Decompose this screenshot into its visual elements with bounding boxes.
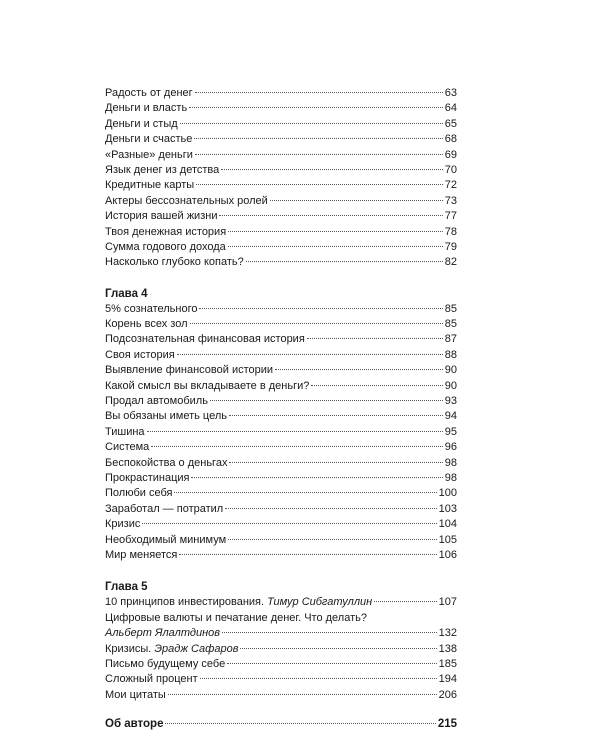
toc-entry-page: 98 [444, 456, 457, 469]
toc-entry-page: 85 [444, 302, 457, 315]
toc-entry-title: Деньги и счастье [105, 133, 193, 146]
toc-entry [105, 132, 457, 147]
toc-entry [105, 332, 457, 347]
dot-leader [246, 261, 443, 262]
dot-leader [195, 154, 443, 155]
dot-leader [142, 523, 436, 524]
toc-entry-page: 85 [444, 318, 457, 331]
toc-chapter-4 [105, 302, 457, 564]
dot-leader [147, 431, 443, 432]
dot-leader [240, 648, 436, 649]
dot-leader [195, 92, 443, 93]
toc-entry-author-line [105, 626, 220, 641]
toc-entry-title: Кредитные карты [105, 179, 195, 192]
toc-entry-title: Актеры бессознательных ролей [105, 194, 268, 207]
toc-entry-page: 106 [438, 548, 457, 561]
toc-entry-author: Тимур Сибгатуллин [267, 596, 373, 609]
toc-entry [105, 548, 457, 563]
toc-entry-title: Сумма годового дохода [105, 240, 226, 253]
dot-leader [219, 215, 442, 216]
dot-leader [311, 385, 442, 386]
toc-entry-title: Корень всех зол [105, 318, 188, 331]
toc-entry-page: 63 [444, 87, 457, 99]
toc-entry [105, 363, 457, 378]
toc-section-a [105, 86, 457, 271]
dot-leader [210, 400, 443, 401]
dot-leader [221, 169, 442, 170]
toc-chapter-5 [105, 657, 457, 703]
toc-entry [105, 672, 457, 687]
dot-leader [222, 632, 437, 633]
toc-entry-title: 5% сознательного [105, 302, 198, 315]
toc-entry-title: Сложный процент [105, 673, 198, 686]
dot-leader [228, 231, 443, 232]
toc-entry [105, 225, 457, 240]
toc-entry [105, 194, 457, 209]
chapter-heading-text: Глава 5 [105, 581, 148, 594]
dot-leader [229, 415, 443, 416]
toc-entry [105, 255, 457, 270]
toc-entry-page: 95 [444, 425, 457, 438]
toc-entry-title: Твоя денежная история [105, 225, 227, 238]
dot-leader [199, 308, 442, 309]
toc-entry-page: 103 [438, 502, 457, 515]
toc-entry-title: 10 принципов инвестирования. Тимур Сибгатуллин [105, 596, 373, 609]
toc-entry [105, 348, 457, 363]
toc-entry [105, 440, 457, 455]
toc-entry-title: Необходимый минимум [105, 533, 227, 546]
toc-entry-author: Альберт Ялалтдинов [105, 627, 221, 640]
toc-entry [105, 178, 457, 193]
toc-entry-page: 65 [444, 117, 457, 130]
toc-entry-title: Вы обязаны иметь цель [105, 410, 227, 423]
toc-entry-title: Беспокойства о деньгах [105, 456, 228, 469]
toc-entry [105, 86, 457, 101]
toc-entry-title: Деньги и власть [105, 102, 188, 115]
dot-leader [179, 554, 436, 555]
chapter-4-heading [105, 286, 457, 302]
toc-entry-page: 138 [438, 642, 457, 655]
toc-entry [105, 502, 457, 517]
chapter-heading-text: Глава 4 [105, 287, 148, 300]
toc-entry [105, 394, 457, 409]
toc-entry-page: 82 [444, 256, 457, 269]
toc-entry [105, 688, 457, 703]
dot-leader [191, 477, 442, 478]
toc-entry-page: 215 [437, 718, 457, 731]
toc-entry [105, 409, 457, 424]
toc-entry-page: 90 [444, 364, 457, 377]
toc-entry-page: 79 [444, 240, 457, 253]
toc-entry [105, 517, 457, 532]
toc-entry-title: Мир меняется [105, 548, 178, 561]
toc-entry-page: 87 [444, 333, 457, 346]
table-of-contents [105, 86, 457, 732]
dot-leader [196, 184, 443, 185]
toc-entry-page: 73 [444, 194, 457, 207]
dot-leader [307, 338, 443, 339]
dot-leader [229, 462, 442, 463]
toc-entry-page: 68 [444, 133, 457, 146]
toc-entry-title: Язык денег из детства [105, 163, 220, 176]
toc-entry [105, 163, 457, 178]
dot-leader [180, 123, 443, 124]
toc-entry [105, 471, 457, 486]
dot-leader [228, 246, 443, 247]
dot-leader [190, 323, 443, 324]
toc-entry-title: Прокрастинация [105, 471, 190, 484]
toc-entry [105, 379, 457, 394]
toc-entry-page: 104 [438, 518, 457, 531]
toc-entry-title: Подсознательная финансовая история [105, 333, 305, 346]
dot-leader [194, 138, 442, 139]
toc-entry [105, 209, 457, 224]
toc-entry-about [105, 717, 457, 732]
dot-leader [174, 492, 436, 493]
toc-entry-page: 77 [444, 210, 457, 223]
dot-leader [275, 369, 443, 370]
dot-leader [200, 678, 437, 679]
toc-entry-title: Радость от денег [105, 87, 193, 99]
toc-entry-title: Насколько глубоко копать? [105, 256, 244, 269]
toc-entry-title: Продал автомобиль [105, 395, 208, 408]
toc-entry-page: 105 [438, 533, 457, 546]
toc-entry-page: 100 [438, 487, 457, 500]
toc-entry-author: Эрадж Сафаров [154, 642, 239, 655]
toc-entry [105, 101, 457, 116]
toc-entry [105, 456, 457, 471]
dot-leader [165, 723, 435, 724]
toc-entry-page: 69 [444, 148, 457, 161]
toc-entry-page: 107 [438, 596, 457, 609]
toc-entry [105, 626, 457, 641]
toc-entry-title: Кризисы. Эрадж Сафаров [105, 642, 239, 655]
dot-leader [270, 200, 443, 201]
toc-entry-title: История вашей жизни [105, 210, 218, 223]
toc-entry [105, 486, 457, 501]
toc-entry-page: 185 [438, 657, 457, 670]
toc-entry-title: Выявление финансовой истории [105, 364, 274, 377]
toc-entry-title: Какой смысл вы вкладываете в деньги? [105, 379, 310, 392]
toc-entry-page: 93 [444, 395, 457, 408]
toc-entry [105, 302, 457, 317]
dot-leader [227, 663, 436, 664]
toc-entry-title: Кризис [105, 518, 141, 531]
toc-entry-title: Заработал — потратил [105, 502, 224, 515]
toc-entry-title-line [105, 611, 457, 626]
toc-entry [105, 657, 457, 672]
dot-leader [225, 508, 436, 509]
toc-entry-page: 78 [444, 225, 457, 238]
toc-entry-title: Цифровые валюты и печатание денег. Что делать? [105, 611, 367, 624]
toc-entry-page: 88 [444, 348, 457, 361]
toc-entry-page: 70 [444, 163, 457, 176]
dot-leader [189, 107, 443, 108]
toc-entry-page: 194 [438, 673, 457, 686]
chapter-5-heading [105, 579, 457, 595]
toc-entry-page: 72 [444, 179, 457, 192]
toc-entry [105, 240, 457, 255]
dot-leader [177, 354, 443, 355]
toc-entry-title: Своя история [105, 348, 175, 361]
toc-entry-page: 132 [438, 627, 457, 640]
dot-leader [151, 446, 442, 447]
toc-entry-title: Об авторе [105, 718, 164, 731]
toc-entry-title: Система [105, 441, 150, 454]
toc-entry-page: 64 [444, 102, 457, 115]
toc-entry-title: Полюби себя [105, 487, 173, 500]
toc-entry-page: 206 [438, 688, 457, 701]
toc-entry-title: Мои цитаты [105, 688, 166, 701]
toc-entry-page: 96 [444, 441, 457, 454]
toc-entry [105, 317, 457, 332]
toc-entry-title: Деньги и стыд [105, 117, 178, 130]
toc-entry-page: 98 [444, 471, 457, 484]
toc-entry [105, 425, 457, 440]
toc-entry-page: 94 [444, 410, 457, 423]
toc-entry [105, 148, 457, 163]
toc-entry-title: «Разные» деньги [105, 148, 193, 161]
toc-entry-page: 90 [444, 379, 457, 392]
dot-leader [168, 694, 437, 695]
toc-entry-title: Тишина [105, 425, 145, 438]
toc-entry-title: Письмо будущему себе [105, 657, 226, 670]
toc-entry [105, 533, 457, 548]
toc-entry [105, 642, 457, 657]
toc-entry [105, 117, 457, 132]
toc-entry [105, 595, 457, 610]
dot-leader [228, 539, 436, 540]
dot-leader [374, 601, 436, 602]
